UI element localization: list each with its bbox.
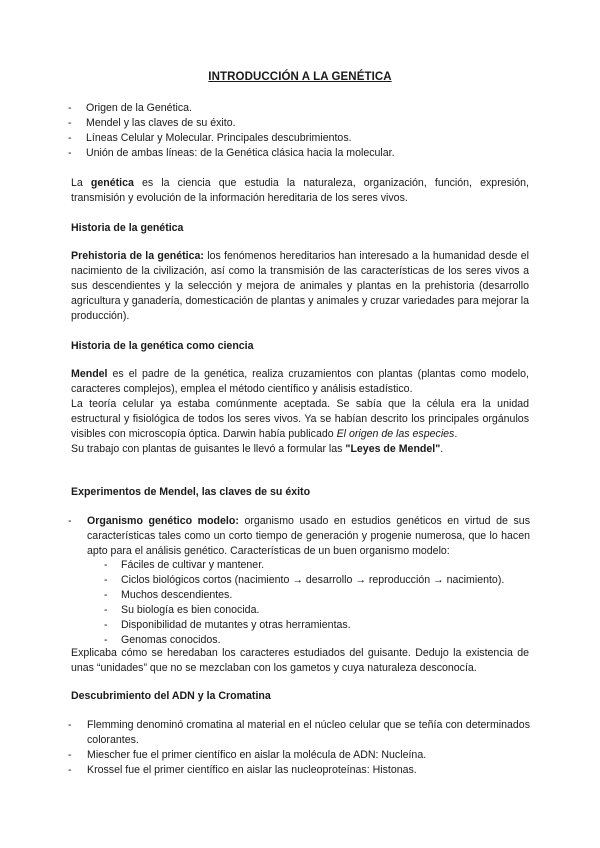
topic-text: Origen de la Genética.: [86, 102, 192, 114]
list-item: [104, 588, 524, 603]
trait-text: Ciclos biológicos cortos (nacimiento → desarrollo → reproducción → nacimiento).: [121, 574, 505, 586]
list-item: [68, 514, 530, 559]
section-heading-experiments: Experimentos de Mendel, las claves de su éxito: [71, 486, 311, 498]
dash-bullet: -: [104, 559, 108, 571]
laws-name: "Leyes de Mendel": [345, 443, 441, 455]
trait-text: Fáciles de cultivar y mantener.: [121, 559, 265, 571]
dna-item-text: Flemming denominó cromatina al material en el núcleo celular que se teñía con determinados colorantes.: [87, 719, 530, 746]
dash-bullet: -: [68, 764, 72, 776]
model-organism-text: organismo usado en estudios genéticos en virtud de sus características tales como un corto tiempo de generación y progenie numerosa, que lo hacen apto para el análisis genético. Características de un buen organismo modelo:: [87, 515, 530, 557]
dash-bullet: -: [104, 634, 108, 646]
dash-bullet: -: [68, 719, 72, 731]
laws-text: Su trabajo con plantas de guisantes le llevó a formular las: [71, 443, 346, 455]
laws-paragraph: [71, 442, 529, 457]
prehistory-text: los fenómenos hereditarios han interesado a la humanidad desde el nacimiento de la civilización, así como la transmisión de las características de los seres vivos a sus descendientes y la selección y mejora de animales y plantas en la prehistoria (desarrollo agricultura y ganadería, domesticación de plantas y animales y cruzar variedades para mejorar la producción).: [71, 250, 529, 322]
trait-text: Genomas conocidos.: [121, 634, 221, 646]
list-item: [104, 618, 524, 633]
section-heading-history: Historia de la genética: [71, 222, 184, 234]
dash-bullet: -: [68, 132, 72, 144]
topic-text: Mendel y las claves de su éxito.: [86, 117, 236, 129]
dna-list: [68, 718, 530, 778]
prehistory-label: Prehistoria de la genética:: [71, 250, 204, 262]
cell-theory-text: La teoría celular ya estaba comúnmente aceptada. Se sabía que la célula era la unidad estructural y fisiológica de todos los seres vivos. Ya se habían descrito los principales orgánulos visibles con microscopía óptica. Darwin había publicado: [71, 398, 529, 440]
dash-bullet: -: [68, 515, 72, 527]
list-item: [104, 573, 524, 588]
model-organism-list: [68, 514, 530, 559]
definition-lead: La: [71, 177, 91, 189]
list-item: [68, 763, 530, 778]
section-heading-dna: Descubrimiento del ADN y la Cromatina: [71, 690, 271, 702]
list-item: [104, 558, 524, 573]
definition-text: es la ciencia que estudia la naturaleza, organización, función, expresión, transmisión y evolución de la información hereditaria de los seres vivos.: [71, 177, 529, 204]
dash-bullet: -: [68, 749, 72, 761]
prehistory-paragraph: [71, 249, 529, 324]
topics-list: [68, 101, 528, 161]
dash-bullet: -: [104, 604, 108, 616]
list-item: [68, 748, 530, 763]
cell-theory-end: .: [454, 428, 458, 440]
topic-text: Unión de ambas líneas: de la Genética clásica hacia la molecular.: [86, 147, 395, 159]
model-organism-label: Organismo genético modelo:: [87, 515, 239, 527]
trait-text: Su biología es bien conocida.: [121, 604, 260, 616]
mendel-text: es el padre de la genética, realiza cruzamientos con plantas (plantas como modelo, caracteres complejos), emplea el método científico y análisis estadístico.: [71, 368, 529, 395]
dna-item-text: Krossel fue el primer científico en aislar las nucleoproteínas: Histonas.: [87, 764, 417, 776]
list-item: [68, 101, 528, 116]
list-item: [68, 116, 528, 131]
dash-bullet: -: [104, 589, 108, 601]
book-title: El origen de las especies: [336, 428, 455, 440]
definition-paragraph: [71, 176, 529, 206]
traits-list: [104, 558, 524, 648]
explanation-paragraph: Explicaba cómo se heredaban los caracteres estudiados del guisante. Dedujo la existencia de unas “unidades” que no se mezclaban con los gametos y cuya naturaleza desconocía.: [71, 647, 529, 674]
list-item: [68, 146, 528, 161]
section-heading-science: Historia de la genética como ciencia: [71, 340, 254, 352]
mendel-paragraph: [71, 367, 529, 397]
dash-bullet: -: [104, 574, 108, 586]
list-item: [104, 603, 524, 618]
dash-bullet: -: [104, 619, 108, 631]
definition-term: genética: [90, 177, 134, 189]
dna-item-text: Miescher fue el primer científico en aislar la molécula de ADN: Nucleína.: [87, 749, 427, 761]
trait-text: Disponibilidad de mutantes y otras herramientas.: [121, 619, 351, 631]
science-block: [71, 367, 529, 457]
dash-bullet: -: [68, 117, 72, 129]
laws-end: .: [440, 443, 444, 455]
cell-theory-paragraph: [71, 397, 529, 442]
dash-bullet: -: [68, 102, 72, 114]
trait-text: Muchos descendientes.: [121, 589, 233, 601]
topic-text: Líneas Celular y Molecular. Principales descubrimientos.: [86, 132, 352, 144]
list-item: [68, 131, 528, 146]
mendel-name: Mendel: [71, 368, 108, 380]
page-title: INTRODUCCIÓN A LA GENÉTICA: [208, 71, 392, 83]
list-item: [68, 718, 530, 748]
dash-bullet: -: [68, 147, 72, 159]
